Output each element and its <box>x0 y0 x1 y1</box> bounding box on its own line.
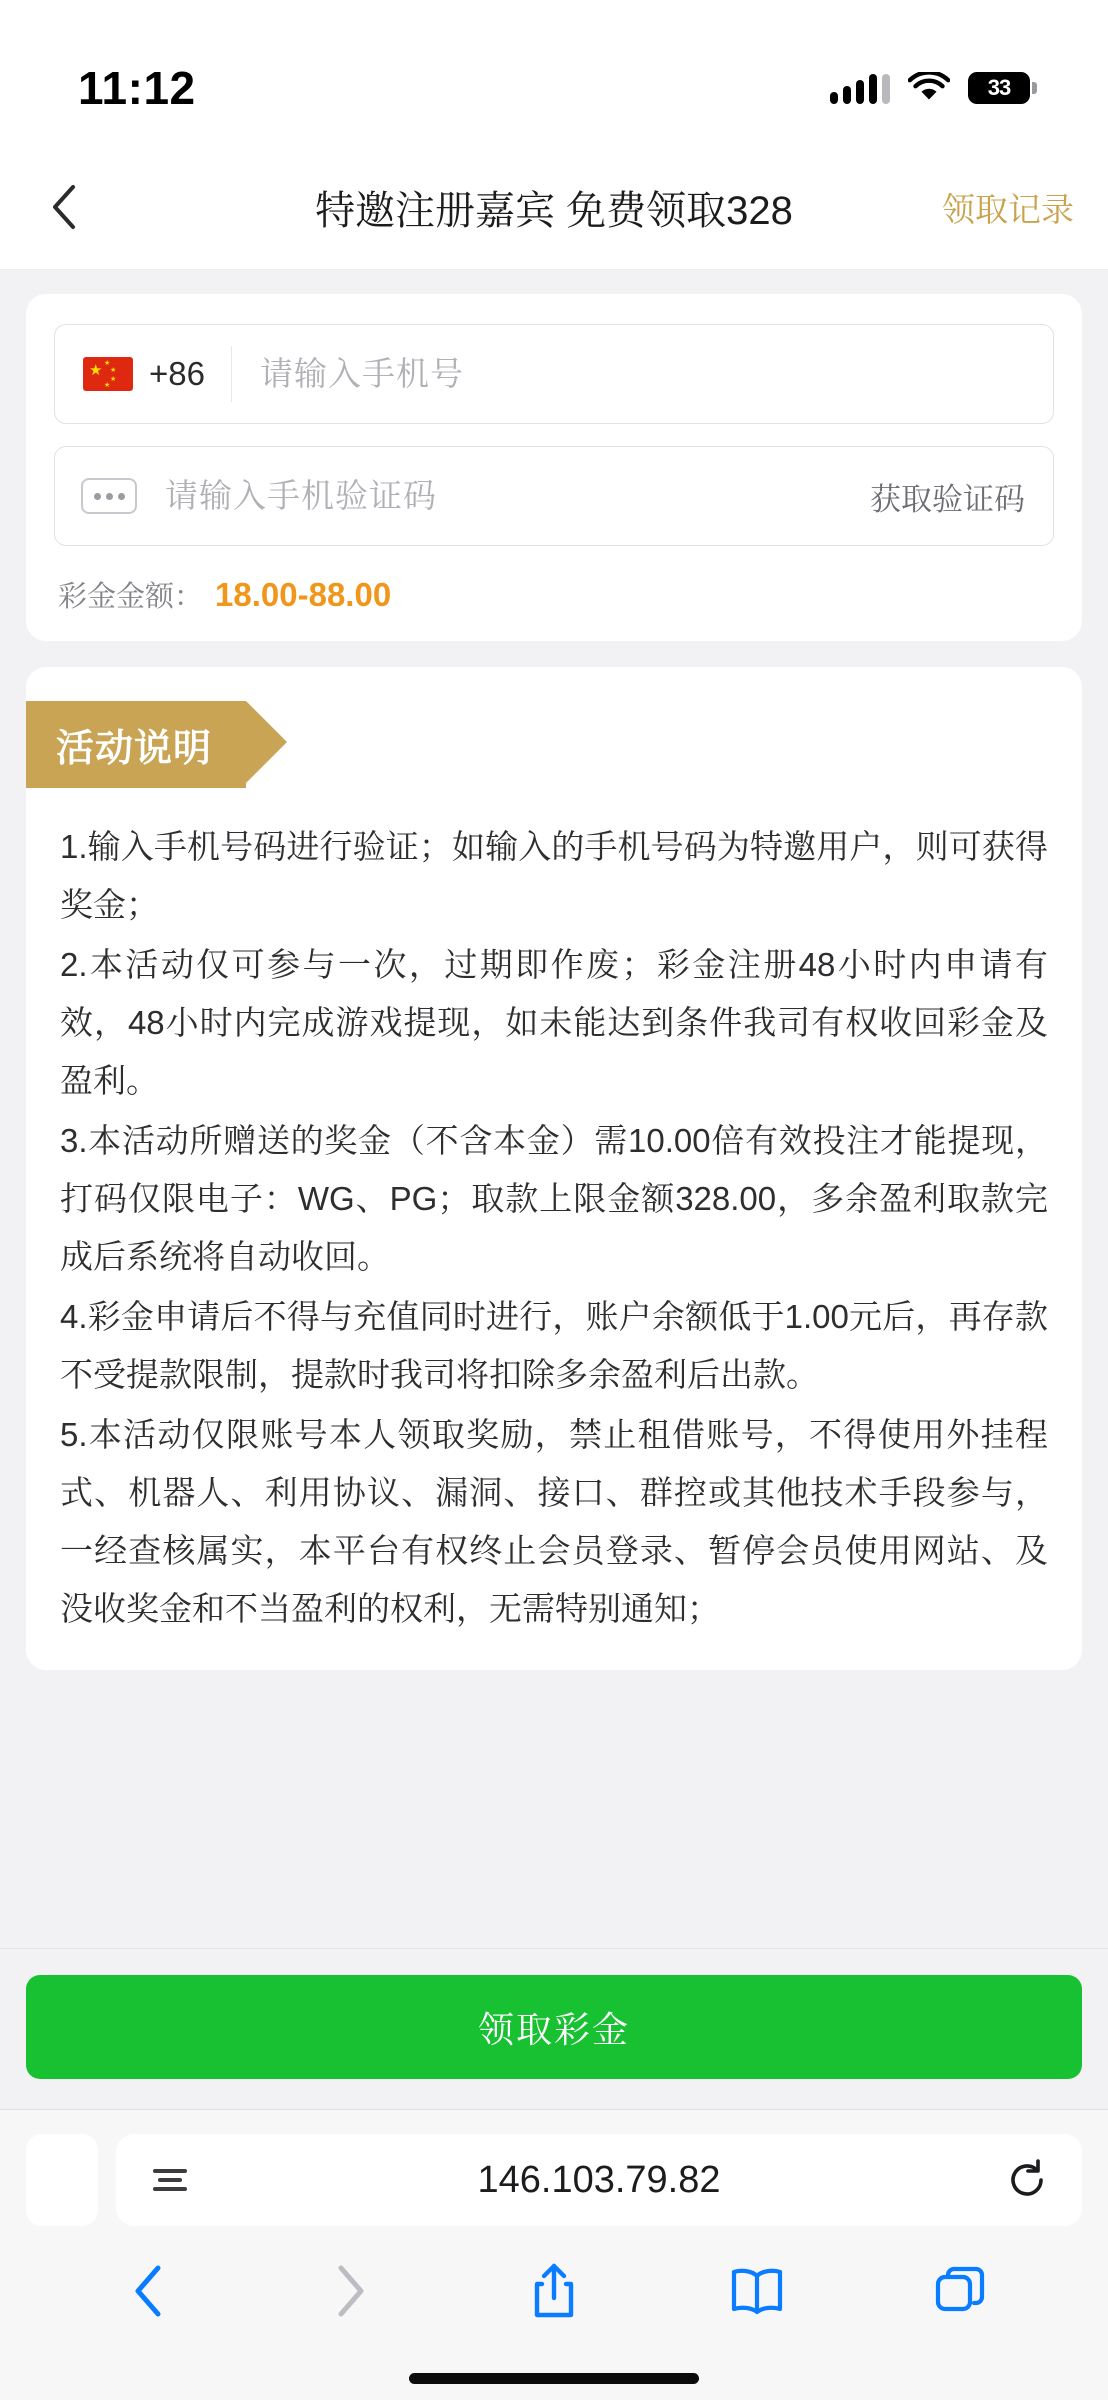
status-bar <box>0 0 1108 145</box>
browser-toolbar <box>0 2226 1108 2356</box>
sms-code-icon <box>81 478 137 514</box>
home-indicator <box>0 2356 1108 2400</box>
phone-field-row[interactable] <box>54 324 1054 424</box>
tabs-icon[interactable] <box>915 2251 1005 2331</box>
rules-ribbon-wrap <box>26 667 1082 802</box>
browser-forward-icon[interactable] <box>306 2251 396 2331</box>
bonus-amount-label: 彩金金额： <box>58 581 204 613</box>
wifi-icon <box>908 72 950 104</box>
phone-input[interactable] <box>232 355 1053 393</box>
chevron-left-icon[interactable] <box>34 177 94 237</box>
tab-edge-left[interactable] <box>26 2134 98 2226</box>
status-indicators <box>830 72 1030 104</box>
get-code-button[interactable]: 获取验证码 <box>870 481 1025 517</box>
claim-records-link[interactable]: 领取记录 <box>942 190 1074 228</box>
status-time: 11:12 <box>78 61 196 114</box>
battery-icon <box>968 72 1030 104</box>
rules-ribbon-title: 活动说明 <box>26 701 246 788</box>
bonus-amount-value: 18.00-88.00 <box>215 576 392 613</box>
activity-rules-card <box>26 667 1082 1670</box>
reader-view-icon[interactable] <box>146 2160 194 2200</box>
verification-code-input[interactable] <box>137 477 870 515</box>
battery-level: 33 <box>987 74 1011 100</box>
cta-container <box>0 1948 1108 2109</box>
rule-item: 2.本活动仅可参与一次，过期即作废；彩金注册48小时内申请有效，48小时内完成游戏提现，如未能达到条件我司有权收回彩金及盈利。 <box>60 946 1048 1099</box>
rule-item: 1.输入手机号码进行验证；如输入的手机号码为特邀用户，则可获得奖金； <box>60 828 1048 923</box>
rule-item: 5.本活动仅限账号本人领取奖励，禁止租借账号，不得使用外挂程式、机器人、利用协议、漏洞、接口、群控或其他技术手段参与，一经查核属实，本平台有权终止会员登录、暂停会员使用网站、及没收奖金和不当盈利的权利，无需特别通知； <box>60 1416 1048 1627</box>
reload-icon[interactable] <box>1002 2155 1052 2205</box>
registration-form-card <box>26 294 1082 641</box>
cellular-signal-icon <box>830 72 890 104</box>
bonus-amount-row <box>54 574 1054 615</box>
country-code-label: +86 <box>149 355 205 392</box>
rules-body <box>26 802 1082 1638</box>
rule-item: 3.本活动所赠送的奖金（不含本金）需10.00倍有效投注才能提现，打码仅限电子：WG、PG；取款上限金额328.00，多余盈利取款完成后系统将自动收回。 <box>60 1122 1048 1275</box>
address-bar[interactable] <box>116 2134 1082 2226</box>
rule-item: 4.彩金申请后不得与充值同时进行，账户余额低于1.00元后，再存款不受提款限制，提款时我司将扣除多余盈利后出款。 <box>60 1298 1048 1393</box>
share-icon[interactable] <box>509 2251 599 2331</box>
browser-back-icon[interactable] <box>103 2251 193 2331</box>
url-row <box>0 2134 1108 2226</box>
page-title: 特邀注册嘉宾 免费领取328 <box>315 188 793 233</box>
page-content <box>0 270 1108 1948</box>
country-code-selector[interactable] <box>55 346 232 402</box>
bookmarks-icon[interactable] <box>712 2251 802 2331</box>
navigation-bar <box>0 145 1108 270</box>
verification-code-field-row[interactable] <box>54 446 1054 546</box>
url-text: 146.103.79.82 <box>477 2158 721 2201</box>
claim-bonus-button[interactable]: 领取彩金 <box>26 1975 1082 2079</box>
china-flag-icon: ★ ★ ★ ★ ★ <box>83 357 133 391</box>
browser-chrome <box>0 2109 1108 2400</box>
